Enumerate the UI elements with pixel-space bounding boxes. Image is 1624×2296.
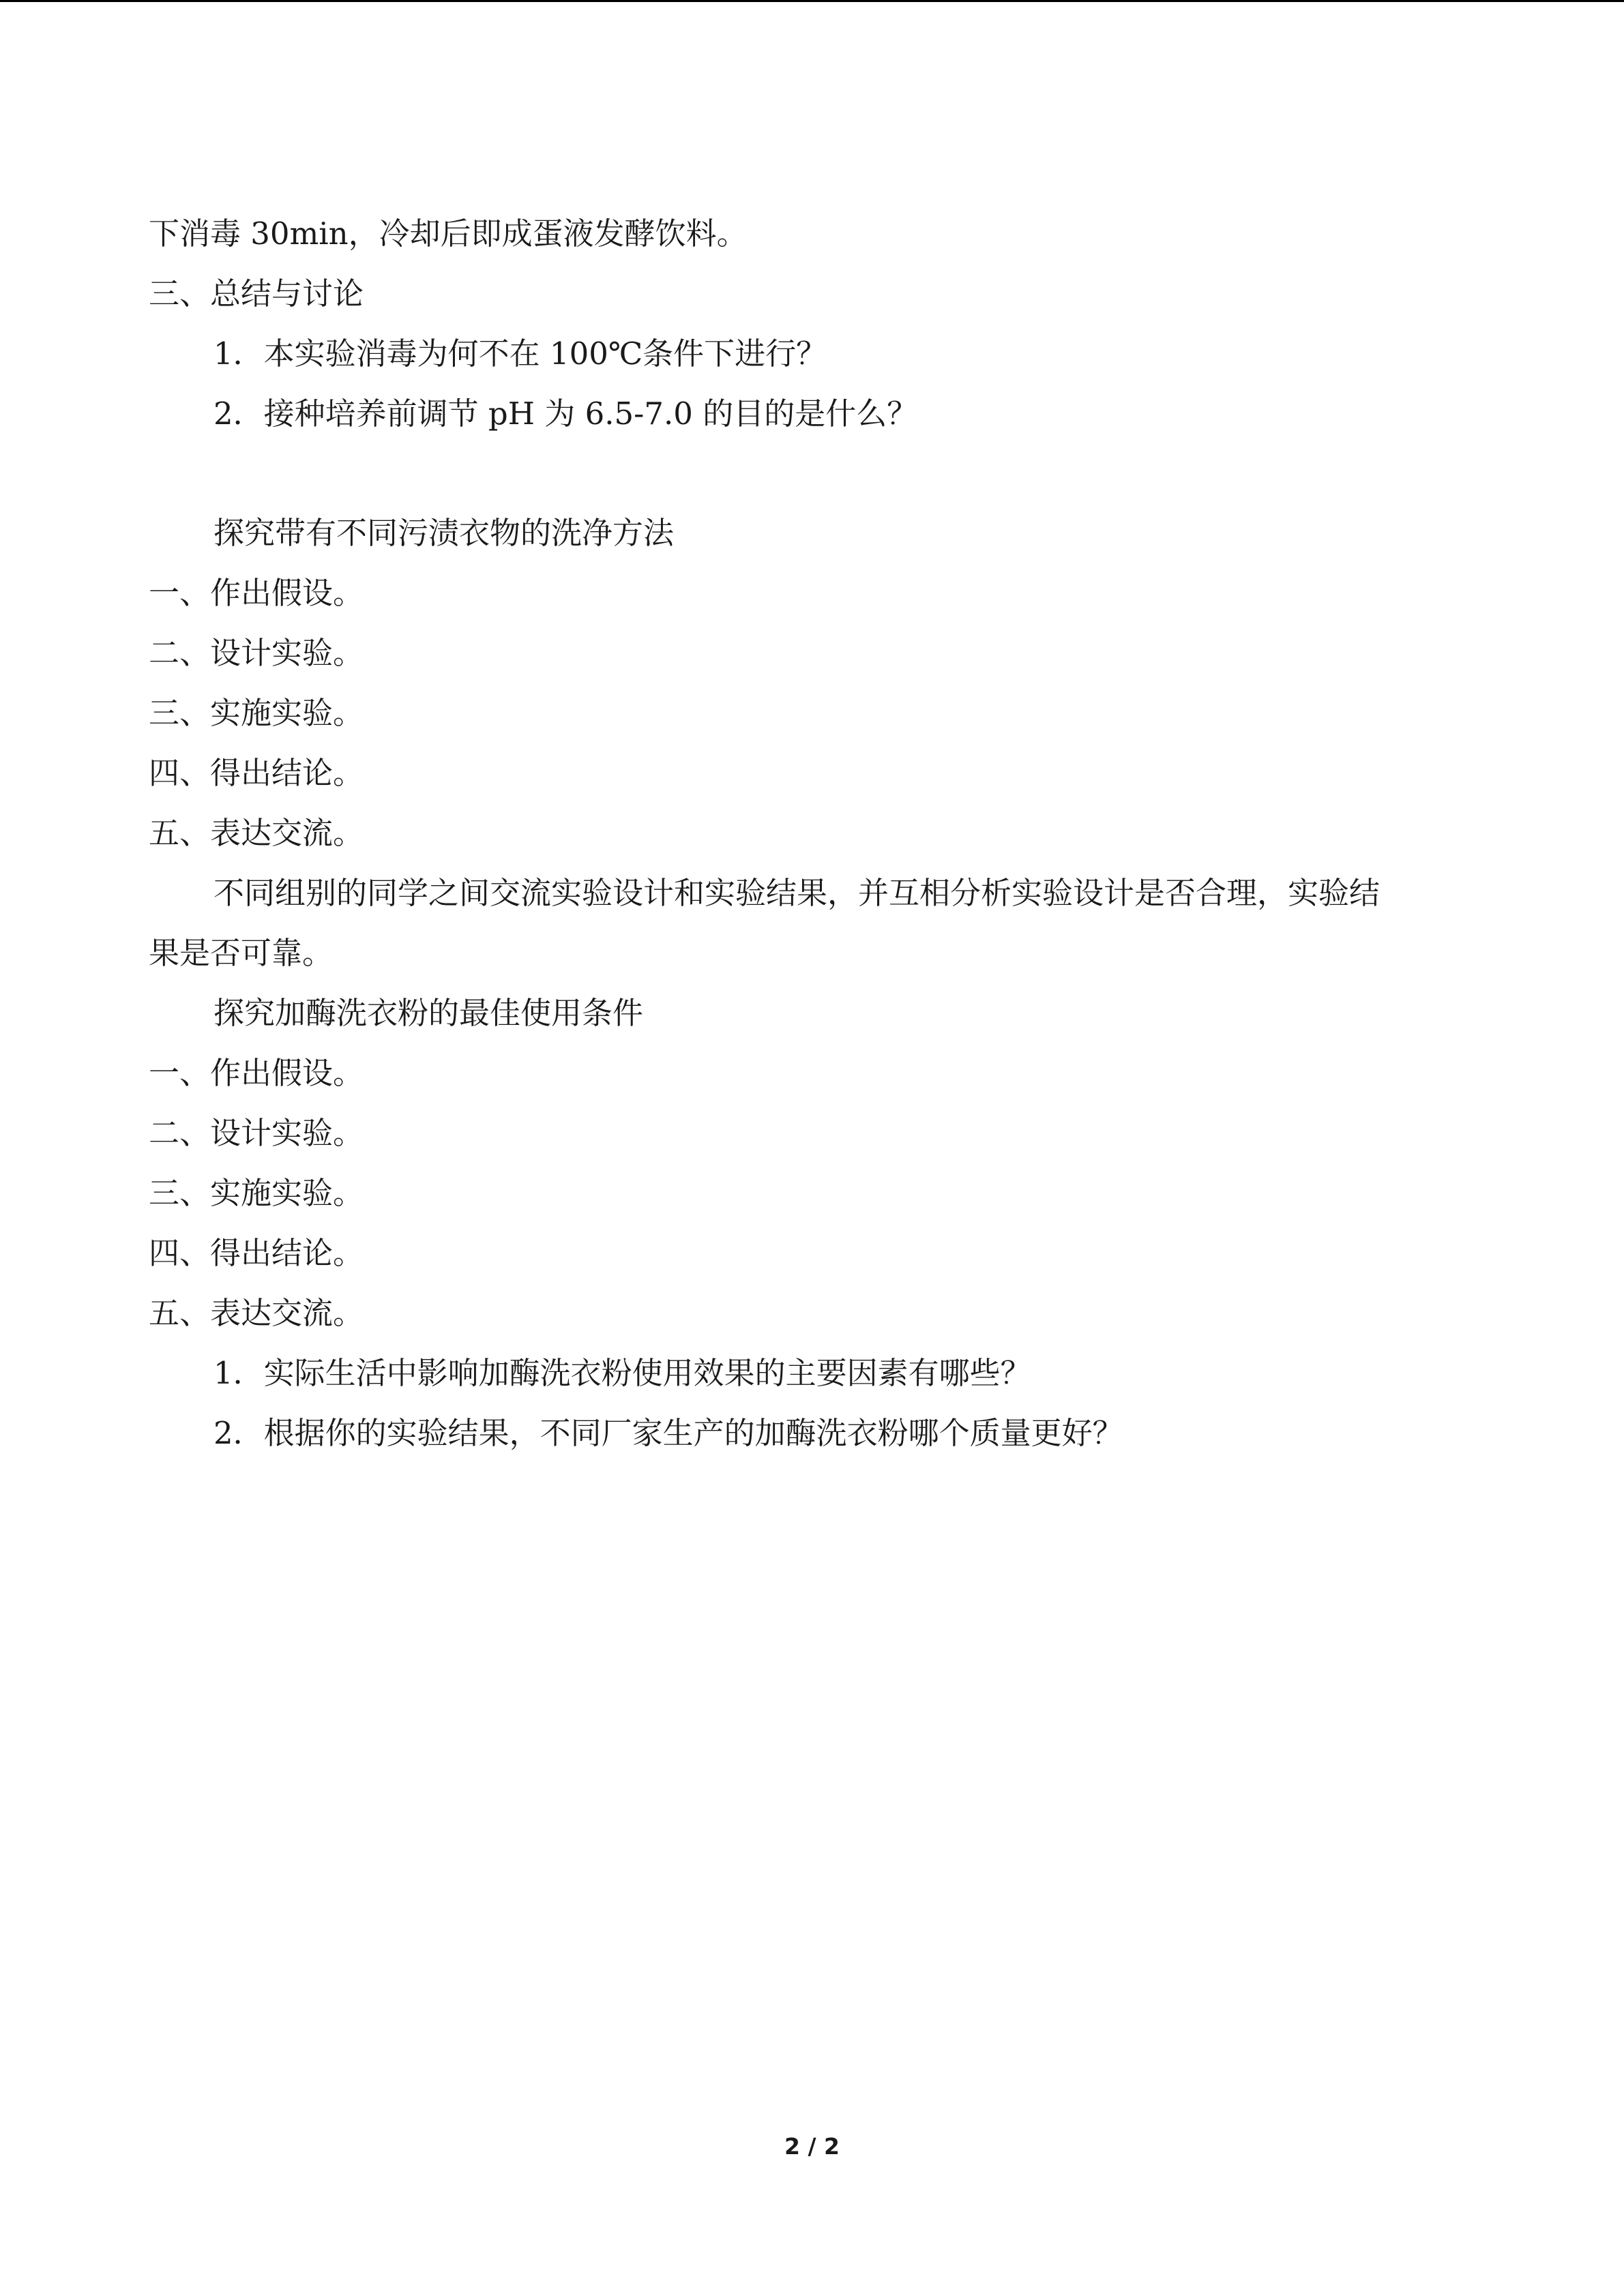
step-item: 三、实施实验。 [149,695,364,731]
section-heading-summary: 三、总结与讨论 [149,275,364,312]
step-item: 五、表达交流。 [149,815,364,851]
paragraph-line: 果是否可靠。 [149,935,334,971]
step-item: 三、实施实验。 [149,1175,364,1211]
step-item: 二、设计实验。 [149,635,364,671]
question-item: 2．接种培养前调节 pH 为 6.5-7.0 的目的是什么？ [213,396,918,432]
step-item: 四、得出结论。 [149,755,364,791]
step-item: 四、得出结论。 [149,1235,364,1271]
continuation-text: 下消毒 30min，冷却后即成蛋液发酵饮料。 [149,215,748,252]
question-item: 1．实际生活中影响加酶洗衣粉使用效果的主要因素有哪些？ [213,1355,1031,1391]
experiment-title: 探究加酶洗衣粉的最佳使用条件 [213,995,644,1031]
experiment-title: 探究带有不同污渍衣物的洗净方法 [213,515,675,551]
step-item: 二、设计实验。 [149,1115,364,1151]
question-item: 2．根据你的实验结果，不同厂家生产的加酶洗衣粉哪个质量更好？ [213,1415,1123,1451]
step-item: 五、表达交流。 [149,1295,364,1331]
paragraph-line: 不同组别的同学之间交流实验设计和实验结果，并互相分析实验设计是否合理，实验结 [213,875,1381,911]
step-item: 一、作出假设。 [149,575,364,611]
page-number: 2 / 2 [784,2133,840,2160]
question-item: 1．本实验消毒为何不在 100℃条件下进行？ [213,336,827,372]
step-item: 一、作出假设。 [149,1055,364,1091]
